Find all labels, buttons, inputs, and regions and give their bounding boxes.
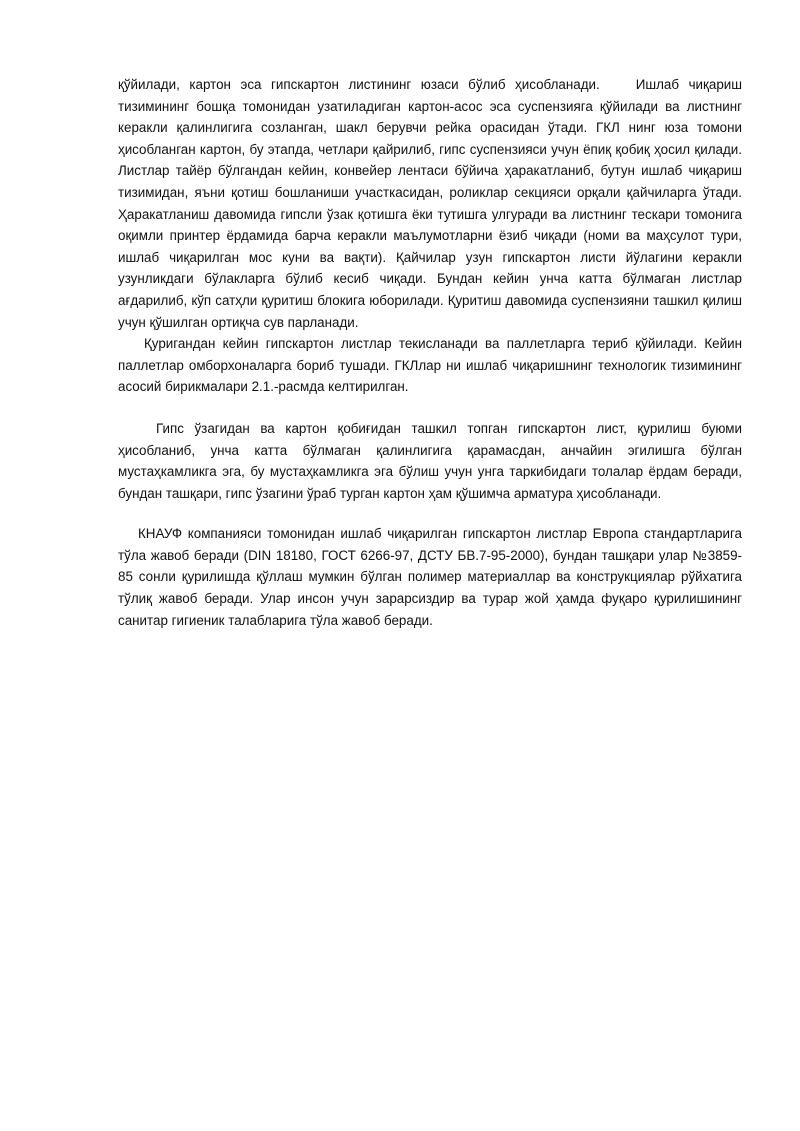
paragraph-gypsum-board-definition: Гипс ўзагидан ва картон қобиғидан ташкил топган гипскартон лист, қурилиш буюми ҳисобланиб, унча катта бўлмаган қалинлигига қарамасдан, анчайин эгилишга бўлган мустаҳкамликга эга, бу мустаҳкамликга эга бўлиш учун унга таркибидаги толалар ёрдам беради, бундан ташқари, гипс ўзагини ўраб турган картон ҳам қўшимча арматура ҳисобланади.	[118, 420, 742, 501]
paragraph-production-process-part-1: қўйилади, картон эса гипскартон листининг юзаси бўлиб ҳисобланади.	[118, 77, 600, 92]
paragraph-knauf-standards: КНАУФ компанияси томонидан ишлаб чиқарилган гипскартон листлар Европа стандартларига тўла жавоб беради (DIN 18180, ГОСТ 6266-97, ДСТУ БВ.7-95-2000), бундан ташқари улар №3859-85 сонли қурилишда қўллаш мумкин бўлган полимер материаллар ва конструкциялар рўйхатига тўлиқ жавоб беради. Улар инсон учун зарарсиздир ва турар жой ҳамда фуқаро қурилишининг санитар гигиеник талабларига тўла жавоб беради.	[118, 526, 742, 628]
document-page	[118, 74, 742, 631]
paragraph-production-process	[118, 74, 742, 333]
paragraph-drying-palletizing: Қуригандан кейин гипскартон листлар текисланади ва паллетларга териб қўйилади. Кейин паллетлар омборхоналарга бориб тушади. ГКЛлар ни ишлаб чиқаришнинг технологик тизимининг асосий бирикмалари 2.1.-расмда келтирилган.	[118, 336, 742, 395]
paragraph-production-process-part-2: Ишлаб чиқариш тизимининг бошқа томонидан узатиладиган картон-асос эса суспензияга қўйилади ва листнинг керакли қалинлигига созланган, шакл берувчи рейка орасидан ўтади. ГКЛ нинг юза томони ҳисобланган картон, бу этапда, четлари қайрилиб, гипс суспензияси учун ёпиқ қобиқ ҳосил қилади. Листлар тайёр бўлгандан кейин, конвейер лентаси бўйича ҳаракатланиб, бутун ишлаб чиқариш тизимидан, яъни қотиш бошланиши участкасидан, роликлар секцияси орқали қайчиларга ўтади. Ҳаракатланиш давомида гипсли ўзак қотишга ёки тутишга улгуради ва листнинг тескари томонига оқимли принтер ёрдамида барча керакли маълумотларни ёзиб чиқади (номи ва маҳсулот тури, ишлаб чиқарилган мос куни ва вақти). Қайчилар узун гипскартон листи йўлагини керакли узунликдаги бўлакларга бўлиб кесиб чиқади. Бундан кейин унча катта бўлмаган листлар ағдарилиб, кўп сатҳли қуритиш блокига юборилади. Қуритиш давомида суспензияни ташкил қилиш учун қўшилган ортиқча сув парланади.	[118, 77, 743, 330]
